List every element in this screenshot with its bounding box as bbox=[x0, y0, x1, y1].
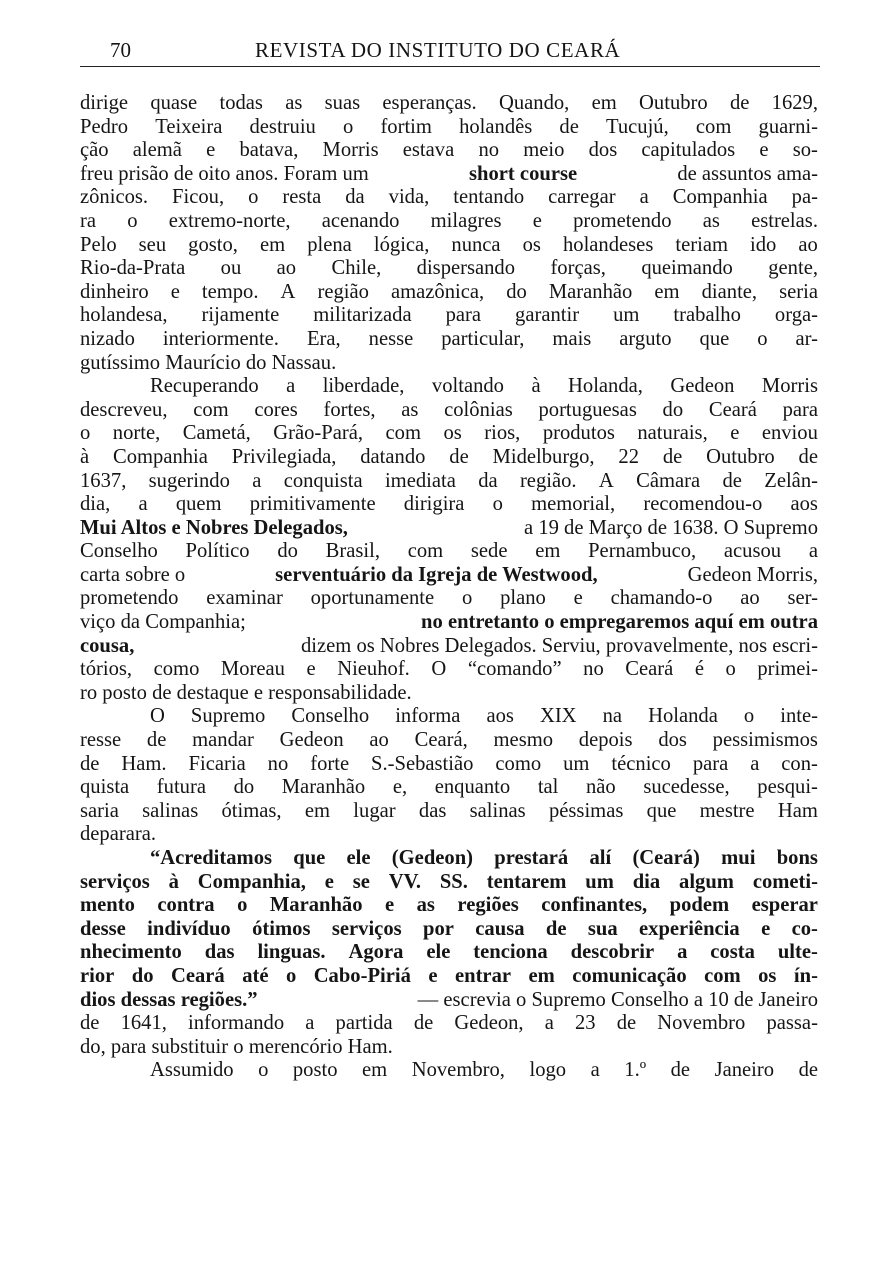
text-line bbox=[80, 234, 818, 258]
text-segment: dirige quase todas as suas esperanças. Quando, em Outubro de 1629, bbox=[80, 92, 818, 114]
text-segment: à Companhia Privilegiada, datando de Midelburgo, 22 de Outubro de bbox=[80, 445, 818, 468]
text-segment: deparara. bbox=[80, 823, 157, 846]
text-line bbox=[80, 422, 818, 446]
text-line bbox=[80, 776, 818, 800]
text-segment: zônicos. Ficou, o resta da vida, tentando carregar a Companhia pa- bbox=[80, 186, 818, 209]
text-line bbox=[80, 941, 818, 965]
text-line bbox=[80, 304, 818, 328]
text-line bbox=[80, 375, 818, 399]
text-segment: Gedeon Morris, bbox=[687, 563, 818, 586]
text-line bbox=[80, 163, 818, 187]
text-line bbox=[80, 871, 818, 895]
text-line bbox=[80, 894, 818, 918]
text-line bbox=[80, 92, 818, 116]
text-line bbox=[80, 682, 818, 706]
text-line bbox=[80, 399, 818, 423]
text-line bbox=[80, 139, 818, 163]
text-line bbox=[80, 564, 818, 588]
bold-text-segment: mento contra o Maranhão e as regiões confinantes, podem esperar bbox=[80, 894, 818, 917]
text-segment: gutíssimo Maurício do Nassau. bbox=[80, 351, 337, 374]
text-segment: Assumido o posto em Novembro, logo a 1.º de Janeiro de bbox=[150, 1059, 818, 1082]
text-line bbox=[80, 281, 818, 305]
text-line bbox=[80, 587, 818, 611]
text-segment: ro posto de destaque e responsabilidade. bbox=[80, 681, 412, 704]
text-line bbox=[80, 257, 818, 281]
text-line bbox=[80, 918, 818, 942]
text-line bbox=[80, 446, 818, 470]
text-segment: saria salinas ótimas, em lugar das salinas péssimas que mestre Ham bbox=[80, 799, 818, 822]
bold-text-segment: dios dessas regiões.” bbox=[80, 988, 258, 1011]
running-title: REVISTA DO INSTITUTO DO CEARÁ bbox=[255, 38, 621, 62]
text-segment: dinheiro e tempo. A região amazônica, do Maranhão em diante, seria bbox=[80, 280, 818, 303]
bold-text-segment: serviços à Companhia, e se VV. SS. tentarem um dia algum cometi- bbox=[80, 870, 818, 893]
text-line bbox=[80, 493, 818, 517]
text-segment: — escrevia o Supremo Conselho a 10 de Janeiro bbox=[417, 988, 818, 1011]
text-segment: o norte, Cametá, Grão-Pará, com os rios, produtos naturais, e enviou bbox=[80, 422, 818, 445]
text-line bbox=[80, 823, 818, 847]
text-line bbox=[80, 800, 818, 824]
text-segment: dia, a quem primitivamente dirigira o memorial, recomendou-o aos bbox=[80, 493, 818, 516]
text-line bbox=[80, 635, 818, 659]
page-header bbox=[80, 38, 820, 64]
text-segment: ra o extremo-norte, acenando milagres e prometendo as estrelas. bbox=[80, 209, 818, 232]
body-text bbox=[80, 92, 818, 1083]
text-segment: resse de mandar Gedeon ao Ceará, mesmo depois dos pessimismos bbox=[80, 729, 818, 752]
bold-text-segment: “Acreditamos que ele (Gedeon) prestará alí (Ceará) mui bons bbox=[150, 847, 818, 869]
text-line bbox=[80, 658, 818, 682]
text-segment: nizado interiormente. Era, nesse particular, mais arguto que o ar- bbox=[80, 327, 818, 350]
bold-text-segment: nhecimento das linguas. Agora ele tenciona descobrir a costa ulte- bbox=[80, 941, 818, 964]
text-line bbox=[80, 470, 818, 494]
text-line bbox=[80, 517, 818, 541]
page-number: 70 bbox=[110, 38, 131, 62]
text-segment: quista futura do Maranhão e, enquanto tal não sucedesse, pesqui- bbox=[80, 776, 818, 799]
text-line bbox=[80, 705, 818, 729]
text-line bbox=[80, 210, 818, 234]
bold-text-segment: short course bbox=[469, 162, 578, 185]
text-segment: Conselho Político do Brasil, com sede em Pernambuco, acusou a bbox=[80, 540, 818, 563]
text-segment: O Supremo Conselho informa aos XIX na Holanda o inte- bbox=[150, 705, 818, 728]
bold-text-segment: cousa, bbox=[80, 634, 135, 657]
text-line bbox=[80, 729, 818, 753]
bold-text-segment: rior do Ceará até o Cabo-Piriá e entrar em comunicação com os ín- bbox=[80, 964, 818, 987]
text-line bbox=[80, 328, 818, 352]
text-segment: carta sobre o bbox=[80, 563, 186, 586]
bold-text-segment: no entretanto o empregaremos aquí em outra bbox=[421, 611, 818, 634]
text-segment: de Ham. Ficaria no forte S.-Sebastião como um técnico para a con- bbox=[80, 752, 818, 775]
text-line bbox=[80, 116, 818, 140]
text-segment: tórios, como Moreau e Nieuhof. O “comando” no Ceará é o primei- bbox=[80, 658, 818, 681]
text-line bbox=[80, 753, 818, 777]
text-line bbox=[80, 1036, 818, 1060]
text-segment: Recuperando a liberdade, voltando à Holanda, Gedeon Morris bbox=[150, 375, 818, 398]
text-segment: prometendo examinar oportunamente o plano e chamando-o ao ser- bbox=[80, 587, 818, 610]
bold-text-segment: Mui Altos e Nobres Delegados, bbox=[80, 516, 348, 539]
text-segment: ção alemã e batava, Morris estava no meio dos capitulados e so- bbox=[80, 139, 818, 162]
text-line bbox=[80, 847, 818, 871]
text-line bbox=[80, 352, 818, 376]
text-segment: Pedro Teixeira destruiu o fortim holandês de Tucujú, com guarni- bbox=[80, 115, 818, 138]
text-segment: de 1641, informando a partida de Gedeon, a 23 de Novembro passa- bbox=[80, 1012, 818, 1035]
header-rule bbox=[80, 66, 820, 67]
text-segment: dizem os Nobres Delegados. Serviu, provavelmente, nos escri- bbox=[301, 634, 818, 657]
text-segment: holandesa, rijamente militarizada para garantir um trabalho orga- bbox=[80, 304, 818, 327]
text-segment: Rio-da-Prata ou ao Chile, dispersando forças, queimando gente, bbox=[80, 257, 818, 280]
text-segment: do, para substituir o merencório Ham. bbox=[80, 1035, 393, 1058]
text-segment: freu prisão de oito anos. Foram um bbox=[80, 162, 369, 185]
text-segment: de assuntos ama- bbox=[677, 162, 818, 185]
text-line bbox=[80, 989, 818, 1013]
text-line bbox=[80, 1012, 818, 1036]
text-line bbox=[80, 1059, 818, 1083]
text-line bbox=[80, 540, 818, 564]
text-segment: 1637, sugerindo a conquista imediata da região. A Câmara de Zelân- bbox=[80, 469, 818, 492]
text-line bbox=[80, 611, 818, 635]
text-segment: Pelo seu gosto, em plena lógica, nunca os holandeses teriam ido ao bbox=[80, 233, 818, 256]
text-segment: a 19 de Março de 1638. O Supremo bbox=[524, 516, 818, 539]
text-line bbox=[80, 965, 818, 989]
text-segment: descreveu, com cores fortes, as colônias portuguesas do Ceará para bbox=[80, 398, 818, 421]
bold-text-segment: desse indivíduo ótimos serviços por causa de sua experiência e co- bbox=[80, 917, 818, 940]
text-segment: viço da Companhia; bbox=[80, 611, 246, 634]
bold-text-segment: serventuário da Igreja de Westwood, bbox=[275, 563, 598, 586]
text-line bbox=[80, 186, 818, 210]
